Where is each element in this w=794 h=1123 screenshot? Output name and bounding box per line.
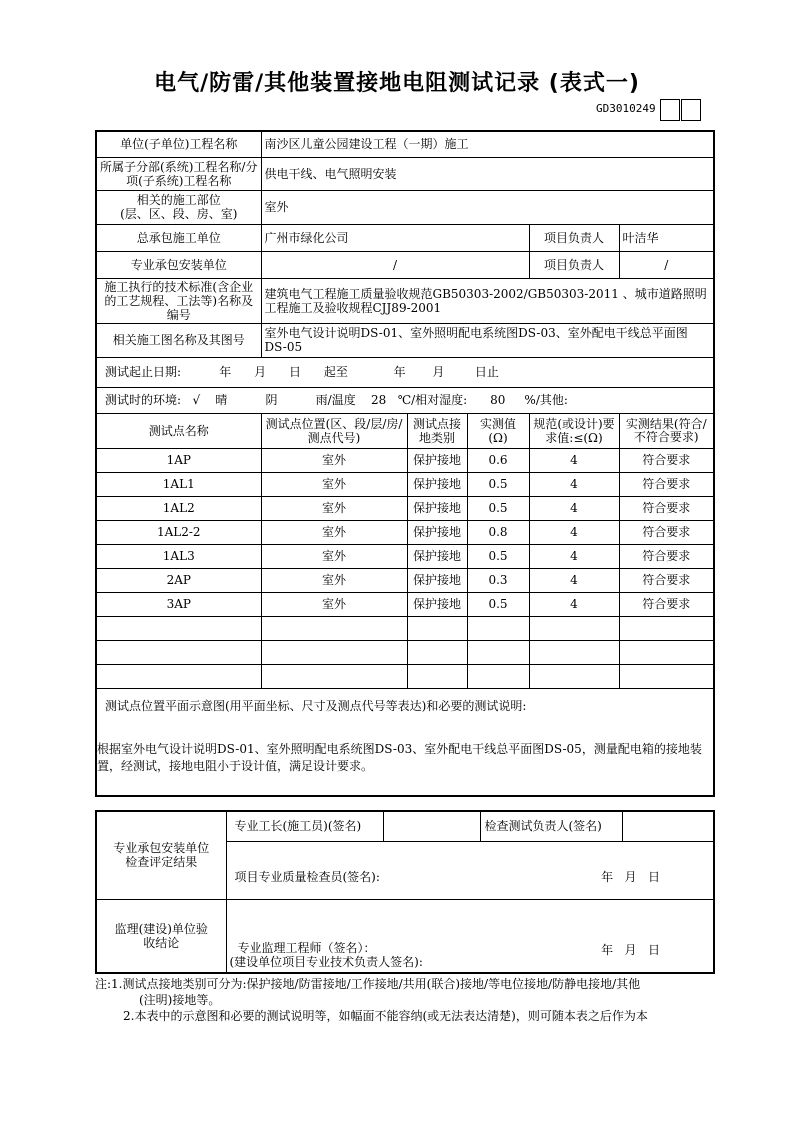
general-contractor-value: 广州市绿化公司 [261, 224, 529, 251]
drawing-value: 室外电气设计说明DS-01、室外照明配电系统图DS-03、室外配电干线总平面图DS-05 [261, 323, 714, 357]
table-row [96, 496, 714, 520]
foreman-label: 专业工长(施工员)(签名) [226, 811, 383, 841]
row-result: 符合要求 [619, 496, 714, 520]
engineer-label: 专业监理工程师（签名）： [237, 941, 376, 955]
row-spec: 4 [529, 568, 619, 592]
unit-label: 单位(子单位)工程名称 [96, 131, 261, 157]
qc-label: 项目专业质量检查员(签名): [234, 869, 380, 884]
row-name: 1AL3 [96, 544, 261, 568]
row-position: 室外 [261, 544, 407, 568]
row-type: 保护接地 [407, 472, 467, 496]
standard-value: 建筑电气工程施工质量验收规范GB50303-2002/GB50303-2011 、城市道路照明工程施工及验收规程CJJ89-2001 [261, 278, 714, 323]
inspector-signature[interactable] [622, 811, 714, 841]
project-manager2-label: 项目负责人 [529, 251, 619, 278]
code-box-1[interactable] [660, 99, 680, 121]
table-row [96, 544, 714, 568]
row-position: 室外 [261, 496, 407, 520]
row-measured: 0.5 [467, 592, 529, 616]
row-position: 室外 [261, 520, 407, 544]
qc-date: 年 月 日 [601, 869, 660, 884]
empty-row [96, 664, 714, 688]
row-result: 符合要求 [619, 472, 714, 496]
row-name: 1AL2 [96, 496, 261, 520]
row-result: 符合要求 [619, 520, 714, 544]
project-manager-label: 项目负责人 [529, 224, 619, 251]
table-row [96, 448, 714, 472]
row-name: 3AP [96, 592, 261, 616]
note-1: 注:1.测试点接地类别可分为:保护接地/防雷接地/工作接地/共用(联合)接地/等电位接地/防静电接地/其他 [95, 977, 641, 991]
row-type: 保护接地 [407, 520, 467, 544]
unit-value: 南沙区儿童公园建设工程（一期）施工 [261, 131, 714, 157]
row-measured: 0.8 [467, 520, 529, 544]
row-position: 室外 [261, 568, 407, 592]
row-spec: 4 [529, 496, 619, 520]
row-measured: 0.5 [467, 496, 529, 520]
row-name: 1AL2-2 [96, 520, 261, 544]
row-spec: 4 [529, 520, 619, 544]
col-name: 测试点名称 [96, 413, 261, 448]
special-result-label: 专业承包安装单位检查评定结果 [96, 811, 226, 899]
row-type: 保护接地 [407, 592, 467, 616]
row-type: 保护接地 [407, 496, 467, 520]
row-name: 1AP [96, 448, 261, 472]
signoff-table [95, 810, 715, 974]
owner-label: (建设单位项目专业技术负责人签名): [229, 955, 423, 969]
inspector-label: 检查测试负责人(签名) [480, 811, 622, 841]
test-dates: 测试起止日期: 年 月 日 起至 年 月 日止 [96, 357, 714, 387]
foreman-signature[interactable] [383, 811, 480, 841]
row-type: 保护接地 [407, 544, 467, 568]
project-manager2-value: / [619, 251, 714, 278]
notes [95, 976, 715, 1024]
general-contractor-label: 总承包施工单位 [96, 224, 261, 251]
col-spec: 规范(或设计)要求值:≤(Ω) [529, 413, 619, 448]
table-row [96, 592, 714, 616]
row-result: 符合要求 [619, 592, 714, 616]
col-position: 测试点位置(区、段/层/房/测点代号) [261, 413, 407, 448]
row-result: 符合要求 [619, 568, 714, 592]
table-row [96, 520, 714, 544]
location-value: 室外 [261, 190, 714, 224]
supervision-cell [226, 899, 714, 973]
drawing-label: 相关施工图名称及其图号 [96, 323, 261, 357]
qc-cell [226, 841, 714, 899]
code-box-2[interactable] [681, 99, 701, 121]
diagram-label: 测试点位置平面示意图(用平面坐标、尺寸及测点代号等表达)和必要的测试说明: [105, 698, 527, 713]
special-contractor-value: / [261, 251, 529, 278]
note-1-cont: (注明)接地等。 [139, 993, 221, 1007]
subsystem-label: 所属子分部(系统)工程名称/分项(子系统)工程名称 [96, 157, 261, 190]
row-spec: 4 [529, 544, 619, 568]
diagram-description: 根据室外电气设计说明DS-01、室外照明配电系统图DS-03、室外配电干线总平面图DS-05，测量配电箱的接地装置，经测试，接地电阻小于设计值，满足设计要求。 [97, 741, 702, 773]
row-measured: 0.6 [467, 448, 529, 472]
row-position: 室外 [261, 448, 407, 472]
empty-row [96, 616, 714, 640]
row-spec: 4 [529, 592, 619, 616]
col-type: 测试点接地类别 [407, 413, 467, 448]
row-position: 室外 [261, 592, 407, 616]
row-result: 符合要求 [619, 544, 714, 568]
row-spec: 4 [529, 448, 619, 472]
standard-label: 施工执行的技术标准(含企业的工艺规程、工法等)名称及编号 [96, 278, 261, 323]
subsystem-value: 供电干线、电气照明安装 [261, 157, 714, 190]
supervision-label: 监理(建设)单位验收结论 [96, 899, 226, 973]
row-type: 保护接地 [407, 448, 467, 472]
row-measured: 0.5 [467, 472, 529, 496]
table-row [96, 472, 714, 496]
table-row [96, 568, 714, 592]
row-spec: 4 [529, 472, 619, 496]
record-table [95, 130, 715, 797]
supervision-date: 年 月 日 [601, 943, 660, 957]
project-manager-value: 叶洁华 [619, 224, 714, 251]
row-result: 符合要求 [619, 448, 714, 472]
row-type: 保护接地 [407, 568, 467, 592]
location-label: 相关的施工部位 (层、区、段、房、室) [96, 190, 261, 224]
document-title: 电气/防雷/其他装置接地电阻测试记录 (表式一) [154, 71, 640, 96]
note-2: 2.本表中的示意图和必要的测试说明等，如幅面不能容纳(或无法表达清楚)，则可随本表之后作为本 [123, 1009, 648, 1023]
row-measured: 0.3 [467, 568, 529, 592]
test-environment: 测试时的环境: √ 晴 阴 雨/温度 28 ℃/相对湿度: 80 %/其他: [96, 387, 714, 413]
row-measured: 0.5 [467, 544, 529, 568]
row-name: 2AP [96, 568, 261, 592]
row-position: 室外 [261, 472, 407, 496]
empty-row [96, 640, 714, 664]
diagram-section [96, 688, 714, 796]
row-name: 1AL1 [96, 472, 261, 496]
col-result: 实测结果(符合/不符合要求) [619, 413, 714, 448]
col-measured: 实测值(Ω) [467, 413, 529, 448]
form-code: GD3010249 [596, 102, 656, 115]
special-contractor-label: 专业承包安装单位 [96, 251, 261, 278]
